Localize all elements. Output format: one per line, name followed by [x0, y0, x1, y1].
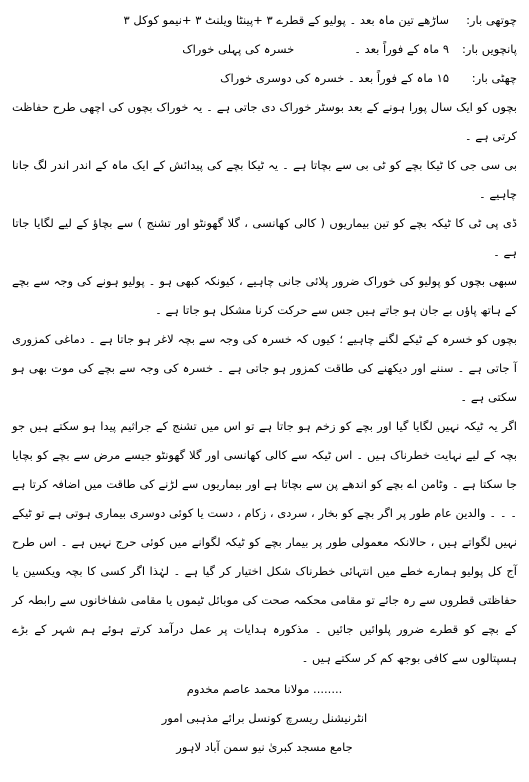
schedule-label: چھٹی بار: [471, 71, 517, 85]
schedule-text: ساڑھے تین ماہ بعد ۔ پولیو کے قطرے ۳ +پینٹا ویلنٹ ۳ +نیمو کوکل ۳ [123, 13, 449, 27]
schedule-text: ۹ ماہ کے فوراً بعد ۔ [354, 42, 449, 56]
body-text [12, 93, 517, 673]
paragraph: سبھی بچوں کو پولیو کی خوراک ضرور پلائی جانی چاہیے ، کیونکہ کبھی ہو ۔ پولیو ہونے کی وجہ سے بچے کے ہاتھ پاؤں بے جان ہو جاتے ہیں جس سے حرکت کرنا مشکل ہو جاتا ہے ۔ [12, 274, 517, 317]
dots-separator: ........ [313, 682, 343, 696]
schedule-label: چوتھی بار: [466, 13, 517, 27]
schedule-label: پانچویں بار: [461, 42, 517, 56]
author-line [12, 675, 517, 704]
schedule-row-6 [12, 64, 517, 93]
author-name: مولانا محمد عاصم مخدوم [186, 682, 310, 696]
organization-line: انٹرنیشنل ریسرچ کونسل برائے مذہبی امور [161, 711, 368, 725]
signature-block [12, 675, 517, 762]
paragraph: بچوں کو ایک سال پورا ہونے کے بعد بوسٹر خوراک دی جاتی ہے ۔ یہ خوراک بچوں کی اچھی طرح حفاظت کرتی ہے ۔ [12, 100, 517, 143]
paragraph: بی سی جی کا ٹیکا بچے کو ٹی بی سے بچاتا ہے ۔ یہ ٹیکا بچے کی پیدائش کے ایک ماہ کے اندر اندر لگ جانا چاہیے ۔ [12, 158, 517, 201]
schedule-row-4 [12, 6, 517, 35]
schedule-text: ۱۵ ماہ کے فوراً بعد ۔ خسرہ کی دوسری خوراک [220, 71, 449, 85]
paragraph: اگر یہ ٹیکہ نہیں لگایا گیا اور بچے کو زخم ہو جاتا ہے تو اس میں تشنج کے جراثیم پیدا ہو سکتے ہیں جو بچہ کے لیے نہایت خطرناک ہیں ۔ اس ٹیکہ سے کالی کھانسی اور گلا گھونٹو جیسے مرض سے بچے کو بچایا جا سکتا ہے ۔ وٹامن اے بچے کو اندھے پن سے بچاتا ہے اور بیماریوں سے لڑنے کی طاقت میں اضافہ کرتا ہے ۔ ۔ ۔ والدین عام طور پر اگر بچے کو بخار ، سردی ، زکام ، دست یا کوئی دوسری بیماری ہوتی ہے تو ٹیکے نہیں لگواتے ہیں ، حالانکہ معمولی طور پر بیمار بچے کو ٹیکہ لگوانے میں کوئی حرج نہیں ہے ۔ اس طرح آج کل پولیو ہمارے خطے میں انتہائی خطرناک شکل اختیار کر گیا ہے ۔ لہٰذا اگر کسی کا بچہ ویکسین یا حفاظتی قطروں سے رہ جائے تو مقامی محکمہ صحت کی موبائل ٹیموں یا مقامی شفاخانوں سے رابطہ کر کے بچے کو قطرے ضرور پلوائیں جائیں ۔ مذکورہ ہدایات پر عمل درآمد کرتے ہوئے ہم شہر کے بڑے ہسپتالوں سے کافی بوجھ کم کر سکتے ہیں ۔ [12, 419, 517, 665]
schedule-row-5 [12, 35, 517, 64]
paragraph: بچوں کو خسرہ کے ٹیکے لگنے چاہیے ؛ کیوں کہ خسرہ کی وجہ سے بچہ لاغر ہو جاتا ہے ۔ دماغی کمزوری آ جاتی ہے ۔ سننے اور دیکھنے کی طاقت کمزور ہو جاتی ہے ۔ خسرہ کی وجہ سے بچے کی موت بھی ہو سکتی ہے ۔ [12, 332, 517, 404]
paragraph: ڈی پی ٹی کا ٹیکہ بچے کو تین بیماریوں ( کالی کھانسی ، گلا گھونٹو اور تشنج ) سے بچاؤ کے لیے لگایا جاتا ہے ۔ [12, 216, 517, 259]
schedule-extra: خسرہ کی پہلی خوراک [182, 42, 295, 56]
address-line: جامع مسجد کبریٰ نیو سمن آباد لاہور [176, 740, 353, 754]
